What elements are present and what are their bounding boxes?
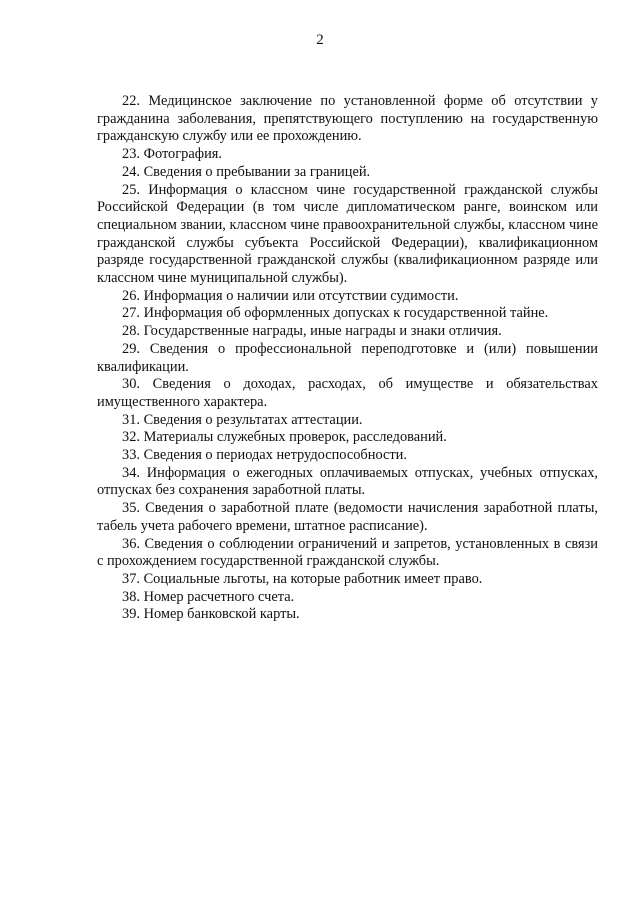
list-item-29: 29. Сведения о профессиональной переподготовке и (или) повышении квалификации. (97, 340, 598, 375)
list-item-34: 34. Информация о ежегодных оплачиваемых отпусках, учебных отпусках, отпусках без сохранения заработной платы. (97, 464, 598, 499)
list-item-33: 33. Сведения о периодах нетрудоспособности. (122, 447, 407, 464)
list-item-36: 36. Сведения о соблюдении ограничений и запретов, установленных в связи с прохождением государственной гражданской службы. (97, 535, 598, 570)
list-item-28: 28. Государственные награды, иные награды и знаки отличия. (122, 323, 502, 340)
list-item-37: 37. Социальные льготы, на которые работник имеет право. (122, 570, 483, 587)
list-item-27: 27. Информация об оформленных допусках к государственной тайне. (122, 305, 549, 322)
list-item-38: 38. Номер расчетного счета. (122, 588, 295, 605)
list-item-22: 22. Медицинское заключение по установленной форме об отсутствии у гражданина заболевания, препятствующего поступлению на государственную гражданскую службу или ее прохождению. (97, 93, 598, 145)
page-number: 2 (316, 32, 324, 48)
list-item-39: 39. Номер банковской карты. (122, 606, 300, 623)
list-item-25: 25. Информация о классном чине государственной гражданской службы Российской Федерации (в том числе дипломатическом ранге, воинском или специальном звании, классном чине правоохранительной службы, классном чине гражданской службы субъекта Российской Федерации), квалификационном разряде государственной гражданской службы (квалификационном разряде или классном чине муниципальной службы). (97, 181, 598, 287)
list-item-30: 30. Сведения о доходах, расходах, об имуществе и обязательствах имущественного характера. (97, 376, 598, 410)
list-item-26: 26. Информация о наличии или отсутствии судимости. (122, 287, 459, 304)
list-item-32: 32. Материалы служебных проверок, расследований. (122, 429, 447, 446)
document-body (97, 93, 598, 624)
list-item-35: 35. Сведения о заработной плате (ведомости начисления заработной платы, табель учета рабочего времени, штатное расписание). (97, 500, 598, 534)
list-item-24: 24. Сведения о пребывании за границей. (122, 163, 371, 180)
list-item-23: 23. Фотография. (122, 146, 222, 163)
list-item-31: 31. Сведения о результатах аттестации. (122, 411, 363, 428)
